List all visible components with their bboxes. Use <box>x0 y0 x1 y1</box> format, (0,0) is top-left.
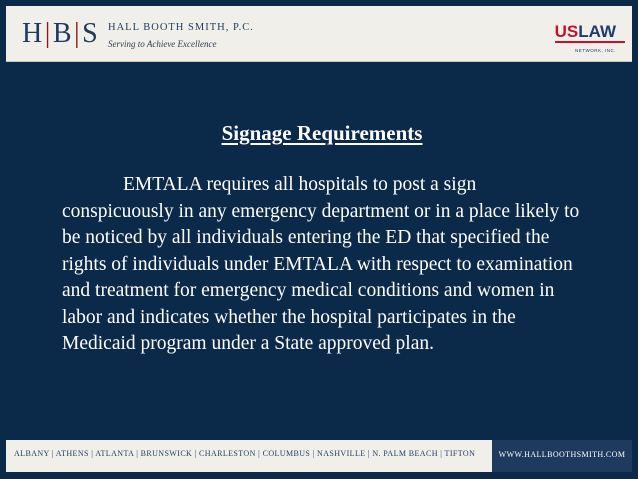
footer-banner <box>6 440 632 472</box>
footer-website[interactable]: WWW.HALLBOOTHSMITH.COM <box>498 450 626 459</box>
firm-name: HALL BOOTH SMITH, P.C. <box>108 22 254 33</box>
header-banner <box>6 6 632 62</box>
uslaw-logo-law: LAW <box>578 22 616 41</box>
slide-content <box>62 118 582 358</box>
logo-separator: | <box>74 18 81 49</box>
logo-separator: | <box>44 18 51 49</box>
footer-website-box <box>492 440 632 472</box>
uslaw-logo-us: US <box>554 22 579 41</box>
firm-tagline: Serving to Achieve Excellence <box>108 39 217 49</box>
logo-letter-h: H <box>22 18 43 49</box>
uslaw-logo <box>554 21 616 53</box>
slide-body: EMTALA requires all hospitals to post a sign conspicuously in any emergency department or in a place likely to be noticed by all individuals entering the ED that specified the rights of individuals under EMTALA with respect to examination and treatment for emergency medical conditions and women in labor and indicates whether the hospital participates in the Medicaid program under a State approved plan. <box>62 174 580 354</box>
footer-office-locations: ALBANY | ATHENS | ATLANTA | BRUNSWICK | CHARLESTON | COLUMBUS | NASHVILLE | N. PALM BEACH | TIFTON <box>14 449 476 458</box>
slide-title: Signage Requirements <box>221 121 423 145</box>
uslaw-network: NETWORK, INC. <box>575 48 616 53</box>
logo-letter-s: S <box>82 18 99 49</box>
logo-letter-b: B <box>52 18 73 49</box>
hbs-logo <box>22 18 112 50</box>
